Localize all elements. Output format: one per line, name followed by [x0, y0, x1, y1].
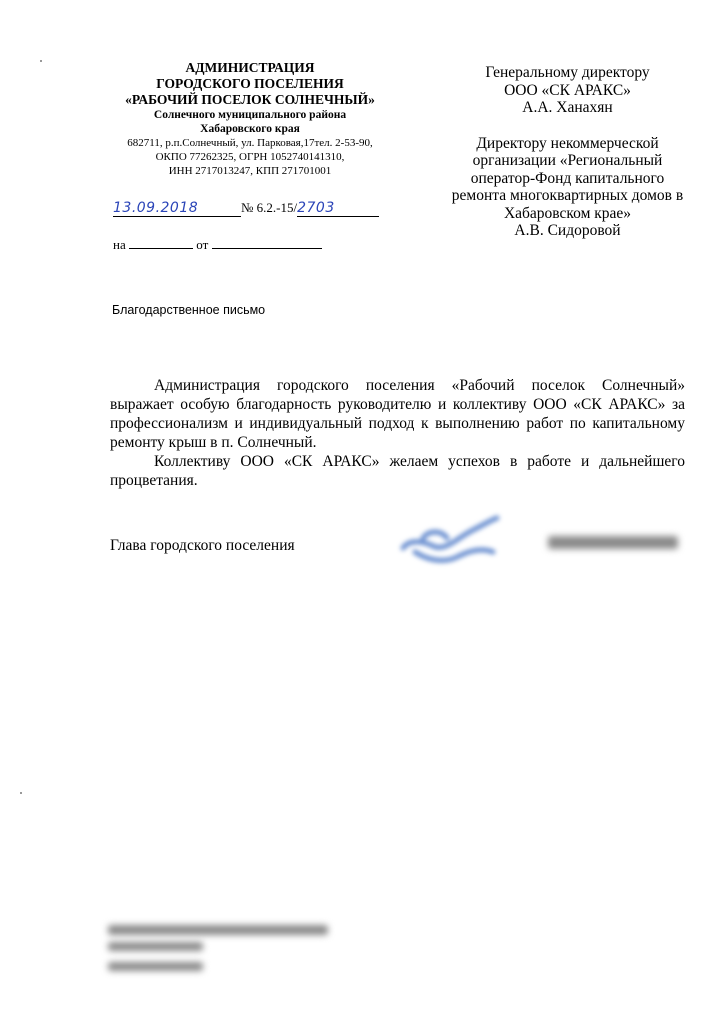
sender-line-2: ГОРОДСКОГО ПОСЕЛЕНИЯ	[156, 76, 344, 91]
addressee-a2: ООО «СК АРАКС»	[504, 81, 631, 99]
scan-dot	[20, 792, 22, 794]
body-paragraph-1: Администрация городского поселения «Рабочий поселок Солнечный» выражает особую благодарность руководителю и коллективу ООО «СК АРАКС» за профессионализм и индивидуальный подход к выполнению работ по капитальному ремонту крыш в п. Солнечный.	[110, 377, 685, 451]
registration-line	[113, 200, 393, 220]
signer-title: Глава городского поселения	[110, 537, 295, 554]
addressee-b3: оператор-Фонд капитального	[470, 169, 665, 187]
number-field	[297, 200, 379, 217]
signature-image	[385, 508, 515, 588]
signer-name-redacted	[548, 536, 678, 549]
addressee-b1: Директору некоммерческой	[476, 134, 659, 152]
addressee-b5: Хабаровском крае»	[503, 204, 632, 222]
letter-subject: Благодарственное письмо	[112, 303, 266, 317]
scan-dot	[40, 60, 42, 62]
number-label: № 6.2.-15/	[241, 200, 298, 215]
redacted-line-3	[108, 962, 203, 971]
redacted-line-1	[108, 925, 328, 935]
date-handwritten: 13.09.2018	[113, 200, 199, 216]
sender-line-3: «РАБОЧИЙ ПОСЕЛОК СОЛНЕЧНЫЙ»	[125, 92, 375, 107]
reference-from-label: от	[196, 237, 209, 252]
date-field	[113, 200, 241, 217]
reference-label: на	[113, 237, 126, 252]
number-handwritten: 2703	[297, 200, 335, 216]
sender-line-4: Солнечного муниципального района	[153, 109, 347, 121]
sender-codes-1: ОКПО 77262325, ОГРН 1052740141310,	[155, 151, 345, 163]
letter-body	[110, 376, 685, 490]
sender-line-5: Хабаровского края	[200, 123, 300, 135]
addressee-a3: А.А. Ханахян	[522, 99, 613, 116]
reference-number-blank	[129, 236, 193, 249]
addressee-b6: А.В. Сидоровой	[514, 222, 621, 239]
sender-line-1: АДМИНИСТРАЦИЯ	[185, 60, 315, 75]
sender-block	[95, 60, 405, 178]
sender-address: 682711, р.п.Солнечный, ул. Парковая,17тел. 2-53-90,	[127, 137, 373, 149]
addressee-b2: организации «Региональный	[472, 152, 663, 169]
body-paragraph-2: Коллективу ООО «СК АРАКС» желаем успехов в работе и дальнейшего процветания.	[110, 453, 685, 489]
sender-codes-2: ИНН 2717013247, КПП 271701001	[168, 165, 332, 177]
reference-line	[113, 236, 393, 253]
redacted-line-2	[108, 942, 203, 951]
addressee-a1: Генеральному директору	[485, 64, 650, 81]
addressee-block	[425, 64, 710, 240]
addressee-b4: ремонта многоквартирных домов в	[451, 187, 684, 204]
reference-date-blank	[212, 236, 322, 249]
